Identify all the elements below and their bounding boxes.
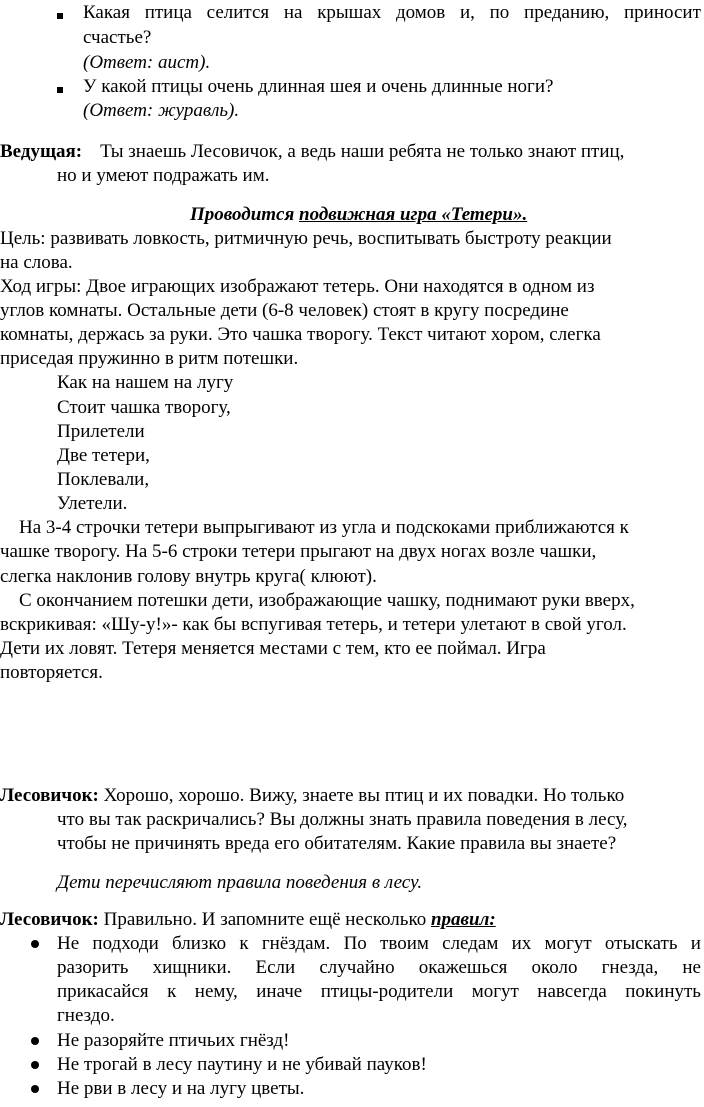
rhyme-line: Улетели. xyxy=(57,493,128,514)
rule-1-line-3: прикасайся к нему, иначе птицы-родители могут навсегда покинуть xyxy=(57,981,701,1002)
square-bullet-icon xyxy=(57,13,63,19)
round-bullet-icon xyxy=(31,1085,39,1093)
question-2-answer: (Ответ: журавль). xyxy=(83,100,240,121)
forester-1-line-2: что вы так раскричались? Вы должны знать правила поведения в лесу, xyxy=(57,809,628,830)
game-move-line-1: Ход игры: Двое играющих изображают тетерь. Они находятся в одном из xyxy=(0,276,595,297)
host-speaker: Ведущая: xyxy=(0,141,83,162)
question-1-answer: (Ответ: аист). xyxy=(83,52,211,73)
host-line-2: но и умеют подражать им. xyxy=(57,165,270,186)
round-bullet-icon xyxy=(31,940,39,948)
question-1-line-1: Какая птица селится на крышах домов и, по преданию, приносит xyxy=(83,2,701,23)
paragraph-2-line-1: С окончанием потешки дети, изображающие чашку, поднимают руки вверх, xyxy=(19,590,635,611)
rhyme-line: Прилетели xyxy=(57,421,145,442)
paragraph-2-line-3: Дети их ловят. Тетеря меняется местами с тем, кто ее поймал. Игра xyxy=(0,638,546,659)
game-move-line-3: комнаты, держась за руки. Это чашка творогу. Текст читают хором, слегка xyxy=(0,324,601,345)
rhyme-line: Как на нашем на лугу xyxy=(57,372,234,393)
rule-1-line-2: разорить хищники. Если случайно окажешься около гнезда, не xyxy=(57,957,701,978)
forester-speaker: Лесовичок: xyxy=(0,785,99,806)
question-2-line-1: У какой птицы очень длинная шея и очень длинные ноги? xyxy=(83,76,554,97)
game-title: Проводится подвижная игра «Тетери». xyxy=(190,204,528,225)
game-move-line-4: приседая пружинно в ритм потешки. xyxy=(0,348,299,369)
forester-speaker: Лесовичок: xyxy=(0,909,99,930)
round-bullet-icon xyxy=(31,1061,39,1069)
paragraph-1-line-1: На 3-4 строчки тетери выпрыгивают из угла и подскоками приближаются к xyxy=(19,517,629,538)
forester-2-line: Лесовичок: Правильно. И запомните ещё несколько правил: xyxy=(0,909,496,930)
host-text: Ты знаешь Лесовичок, а ведь наши ребята не только знают птиц, xyxy=(100,141,625,162)
rule-1-line-4: гнездо. xyxy=(57,1005,115,1026)
round-bullet-icon xyxy=(31,1037,39,1045)
rule-3: Не трогай в лесу паутину и не убивай пауков! xyxy=(57,1054,427,1075)
question-1-line-2: счастье? xyxy=(83,27,152,48)
host-line-1 xyxy=(0,140,624,164)
game-goal-line-2: на слова. xyxy=(0,252,73,273)
paragraph-1-line-3: слегка наклонив голову внутрь круга( клюют). xyxy=(0,566,377,587)
game-goal-line-1: Цель: развивать ловкость, ритмичную речь, воспитывать быстроту реакции xyxy=(0,228,612,249)
square-bullet-icon xyxy=(57,87,63,93)
children-note: Дети перечисляют правила поведения в лесу. xyxy=(57,872,423,893)
paragraph-1-line-2: чашке творогу. На 5-6 строки тетери прыгают на двух ногах возле чашки, xyxy=(0,541,597,562)
game-title-link: подвижная игра «Тетери». xyxy=(299,204,528,225)
paragraph-2-line-2: вскрикивая: «Шу-у!»- как бы вспугивая тетерь, и тетери улетают в свой угол. xyxy=(0,614,627,635)
game-move-line-2: углов комнаты. Остальные дети (6-8 человек) стоят в кругу посредине xyxy=(0,300,569,321)
paragraph-2-line-4: повторяется. xyxy=(0,662,103,683)
rhyme-line: Поклевали, xyxy=(57,469,150,490)
rule-2: Не разоряйте птичьих гнёзд! xyxy=(57,1030,290,1051)
rhyme-line: Стоит чашка творогу, xyxy=(57,397,231,418)
rhyme-line: Две тетери, xyxy=(57,445,150,466)
rules-link: правил: xyxy=(430,909,496,930)
rule-4: Не рви в лесу и на лугу цветы. xyxy=(57,1078,305,1099)
forester-1-line-3: чтобы не причинять вреда его обитателям. Какие правила вы знаете? xyxy=(57,833,617,854)
rule-1-line-1: Не подходи близко к гнёздам. По твоим следам их могут отыскать и xyxy=(57,933,701,954)
forester-1-line-1: Лесовичок: Хорошо, хорошо. Вижу, знаете вы птиц и их повадки. Но только xyxy=(0,785,625,806)
